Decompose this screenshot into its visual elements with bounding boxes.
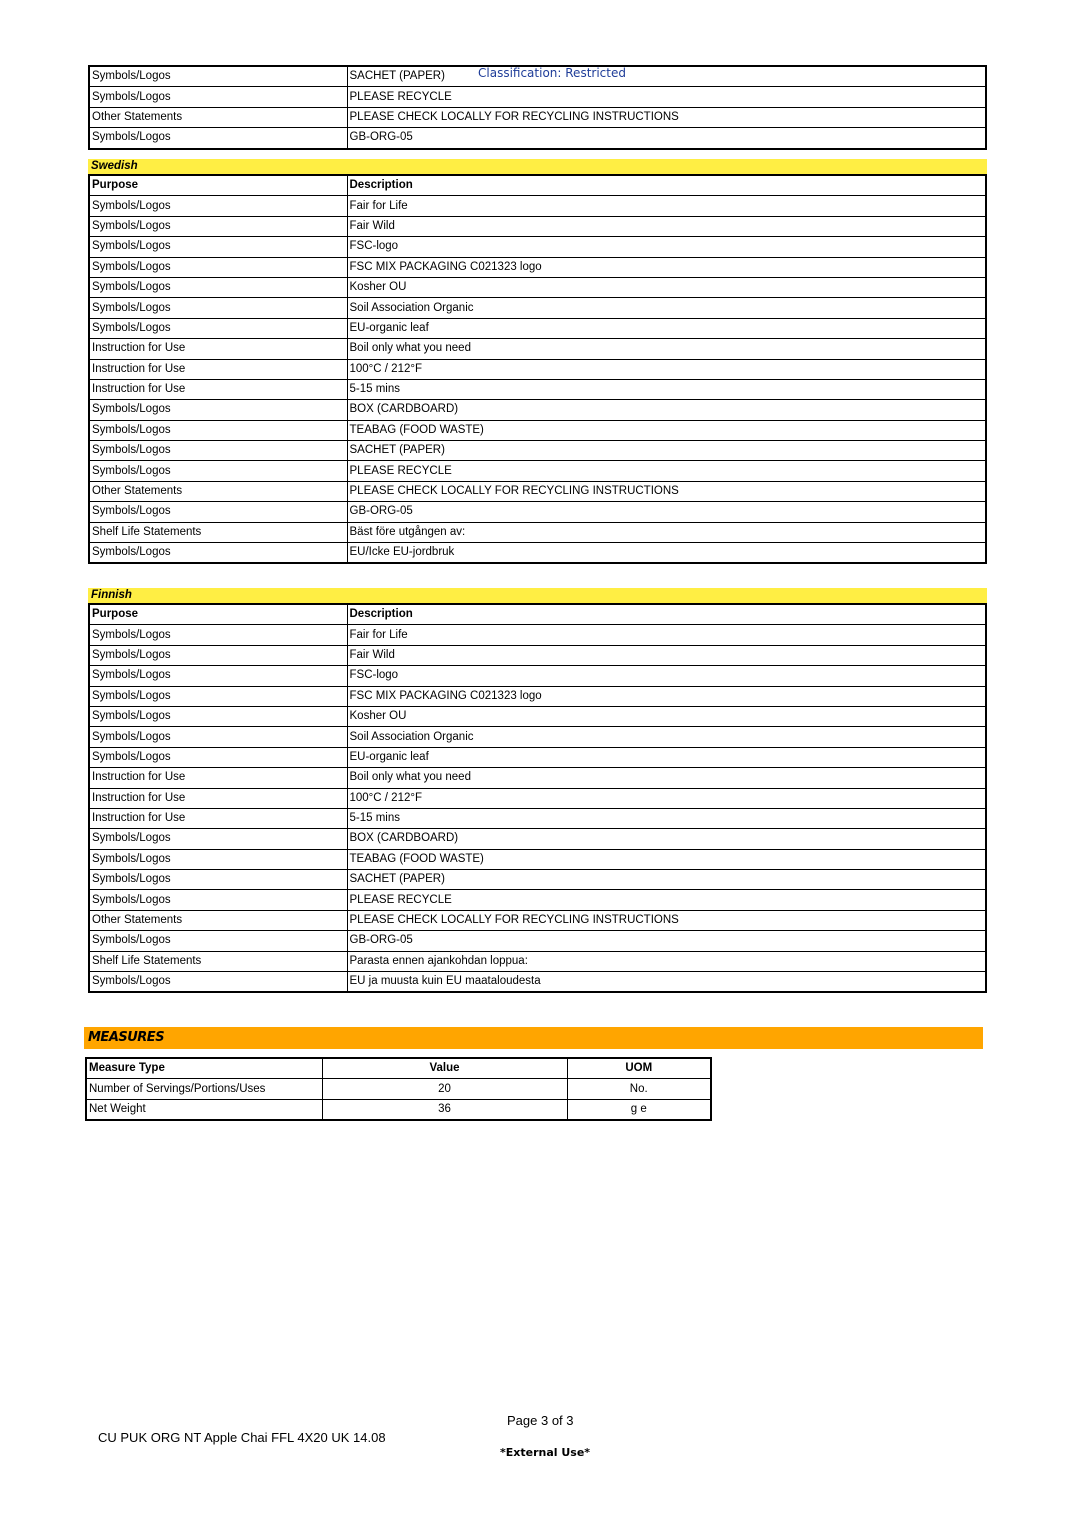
header-purpose: Purpose: [89, 175, 347, 196]
table-cell: Instruction for Use: [89, 339, 347, 359]
header-uom: UOM: [567, 1058, 711, 1079]
table-cell: SACHET (PAPER): [347, 441, 986, 461]
table-cell: PLEASE RECYCLE: [347, 890, 986, 910]
table-cell: 100°C / 212°F: [347, 788, 986, 808]
table-cell: Instruction for Use: [89, 379, 347, 399]
table-row: [89, 849, 986, 869]
table-row: [89, 216, 986, 236]
table-cell: Symbols/Logos: [89, 727, 347, 747]
table-cell: Symbols/Logos: [89, 829, 347, 849]
table-header-row: [89, 604, 986, 625]
table-cell: GB-ORG-05: [347, 502, 986, 522]
finnish-table: [88, 603, 987, 993]
section-title-swedish: Swedish: [88, 159, 987, 174]
table-cell: Symbols/Logos: [89, 870, 347, 890]
table-cell: Symbols/Logos: [89, 87, 347, 107]
table-row: [89, 196, 986, 216]
table-cell: PLEASE RECYCLE: [347, 461, 986, 481]
table-cell: Symbols/Logos: [89, 625, 347, 645]
table-cell: TEABAG (FOOD WASTE): [347, 420, 986, 440]
table-cell: Symbols/Logos: [89, 747, 347, 767]
table-row: [89, 359, 986, 379]
table-cell: FSC MIX PACKAGING C021323 logo: [347, 686, 986, 706]
table-cell: FSC-logo: [347, 237, 986, 257]
table-row: [89, 625, 986, 645]
table-cell: PLEASE CHECK LOCALLY FOR RECYCLING INSTRUCTIONS: [347, 481, 986, 501]
table-cell: Symbols/Logos: [89, 420, 347, 440]
table-row: [89, 339, 986, 359]
table-row: [89, 931, 986, 951]
table-cell: No.: [567, 1079, 711, 1099]
table-cell: Instruction for Use: [89, 808, 347, 828]
table-cell: PLEASE RECYCLE: [347, 87, 986, 107]
table-cell: Symbols/Logos: [89, 686, 347, 706]
table-cell: Symbols/Logos: [89, 972, 347, 993]
table-cell: Parasta ennen ajankohdan loppua:: [347, 951, 986, 971]
table-cell: 100°C / 212°F: [347, 359, 986, 379]
header-value: Value: [322, 1058, 567, 1079]
table-row: [89, 829, 986, 849]
table-cell: EU ja muusta kuin EU maataloudesta: [347, 972, 986, 993]
table-row: [89, 277, 986, 297]
table-cell: Bäst före utgången av:: [347, 522, 986, 542]
table-cell: Symbols/Logos: [89, 196, 347, 216]
table-cell: Other Statements: [89, 107, 347, 127]
header-purpose: Purpose: [89, 604, 347, 625]
table-cell: Shelf Life Statements: [89, 951, 347, 971]
table-cell: Other Statements: [89, 481, 347, 501]
table-row: [89, 237, 986, 257]
table-row: [89, 441, 986, 461]
page-number: Page 3 of 3: [507, 1413, 574, 1428]
table-row: [89, 768, 986, 788]
measures-table: [85, 1057, 712, 1121]
table-cell: GB-ORG-05: [347, 128, 986, 149]
swedish-table: [88, 174, 987, 564]
table-cell: SACHET (PAPER): [347, 66, 986, 87]
table-cell: Shelf Life Statements: [89, 522, 347, 542]
table-cell: Symbols/Logos: [89, 277, 347, 297]
table-cell: BOX (CARDBOARD): [347, 400, 986, 420]
table-row: [89, 257, 986, 277]
measures-title: MEASURES: [84, 1027, 983, 1049]
table-cell: FSC MIX PACKAGING C021323 logo: [347, 257, 986, 277]
table-cell: g e: [567, 1099, 711, 1120]
classification-label: Classification: Restricted: [478, 66, 626, 80]
table-cell: 5-15 mins: [347, 808, 986, 828]
table-row: [89, 808, 986, 828]
table-cell: 36: [322, 1099, 567, 1120]
table-row: [89, 910, 986, 930]
table-cell: Symbols/Logos: [89, 890, 347, 910]
table-row: [89, 522, 986, 542]
table-row: [89, 128, 986, 149]
table-cell: Symbols/Logos: [89, 502, 347, 522]
section-title-finnish: Finnish: [88, 588, 987, 603]
table-row: [89, 502, 986, 522]
table-cell: Fair Wild: [347, 645, 986, 665]
table-row: [89, 420, 986, 440]
header-description: Description: [347, 604, 986, 625]
table-row: [89, 972, 986, 993]
table-row: [89, 543, 986, 564]
table-cell: Other Statements: [89, 910, 347, 930]
table-cell: Symbols/Logos: [89, 318, 347, 338]
table-row: [89, 870, 986, 890]
table-cell: Instruction for Use: [89, 359, 347, 379]
table-cell: TEABAG (FOOD WASTE): [347, 849, 986, 869]
table-cell: Net Weight: [86, 1099, 322, 1120]
table-header-row: [89, 175, 986, 196]
table-row: [89, 890, 986, 910]
table-cell: Symbols/Logos: [89, 66, 347, 87]
table-cell: Boil only what you need: [347, 339, 986, 359]
table-row: [89, 706, 986, 726]
header-description: Description: [347, 175, 986, 196]
external-use-label: *External Use*: [500, 1446, 591, 1459]
table-cell: EU-organic leaf: [347, 747, 986, 767]
table-cell: 5-15 mins: [347, 379, 986, 399]
table-cell: Fair Wild: [347, 216, 986, 236]
table-cell: SACHET (PAPER): [347, 870, 986, 890]
table-cell: PLEASE CHECK LOCALLY FOR RECYCLING INSTRUCTIONS: [347, 910, 986, 930]
table-cell: Symbols/Logos: [89, 298, 347, 318]
table-cell: 20: [322, 1079, 567, 1099]
table-row: [89, 666, 986, 686]
table-cell: Instruction for Use: [89, 768, 347, 788]
table-row: [89, 951, 986, 971]
table-row: [89, 727, 986, 747]
table-cell: Symbols/Logos: [89, 543, 347, 564]
table-cell: Symbols/Logos: [89, 441, 347, 461]
table-cell: Symbols/Logos: [89, 849, 347, 869]
table-cell: Number of Servings/Portions/Uses: [86, 1079, 322, 1099]
table-cell: Symbols/Logos: [89, 400, 347, 420]
table-row: [89, 318, 986, 338]
document-name: CU PUK ORG NT Apple Chai FFL 4X20 UK 14.08: [98, 1430, 386, 1445]
table-row: [89, 686, 986, 706]
table-cell: Symbols/Logos: [89, 706, 347, 726]
table-cell: Symbols/Logos: [89, 237, 347, 257]
table-cell: Symbols/Logos: [89, 128, 347, 149]
table-cell: Symbols/Logos: [89, 931, 347, 951]
table-cell: Symbols/Logos: [89, 216, 347, 236]
table-cell: Symbols/Logos: [89, 645, 347, 665]
table-row: [89, 461, 986, 481]
table-cell: Symbols/Logos: [89, 257, 347, 277]
table-row: [89, 400, 986, 420]
header-measure-type: Measure Type: [86, 1058, 322, 1079]
table-cell: Kosher OU: [347, 706, 986, 726]
table-row: [86, 1079, 711, 1099]
table-cell: Fair for Life: [347, 196, 986, 216]
table-cell: Symbols/Logos: [89, 461, 347, 481]
table-row: [89, 379, 986, 399]
table-row: [89, 747, 986, 767]
table-row: [89, 87, 986, 107]
table-row: [89, 107, 986, 127]
table-row: [89, 481, 986, 501]
table-cell: Soil Association Organic: [347, 727, 986, 747]
table-cell: PLEASE CHECK LOCALLY FOR RECYCLING INSTRUCTIONS: [347, 107, 986, 127]
table-row: [89, 66, 986, 87]
table-row: [86, 1099, 711, 1120]
table-cell: Instruction for Use: [89, 788, 347, 808]
table-cell: Soil Association Organic: [347, 298, 986, 318]
table-cell: Fair for Life: [347, 625, 986, 645]
table-cell: FSC-logo: [347, 666, 986, 686]
table-row: [89, 298, 986, 318]
table-header-row: [86, 1058, 711, 1079]
table-row: [89, 645, 986, 665]
continuation-table: [88, 65, 987, 150]
table-cell: EU/Icke EU-jordbruk: [347, 543, 986, 564]
table-cell: Kosher OU: [347, 277, 986, 297]
table-cell: Boil only what you need: [347, 768, 986, 788]
table-row: [89, 788, 986, 808]
table-cell: GB-ORG-05: [347, 931, 986, 951]
table-cell: Symbols/Logos: [89, 666, 347, 686]
table-cell: BOX (CARDBOARD): [347, 829, 986, 849]
table-cell: EU-organic leaf: [347, 318, 986, 338]
